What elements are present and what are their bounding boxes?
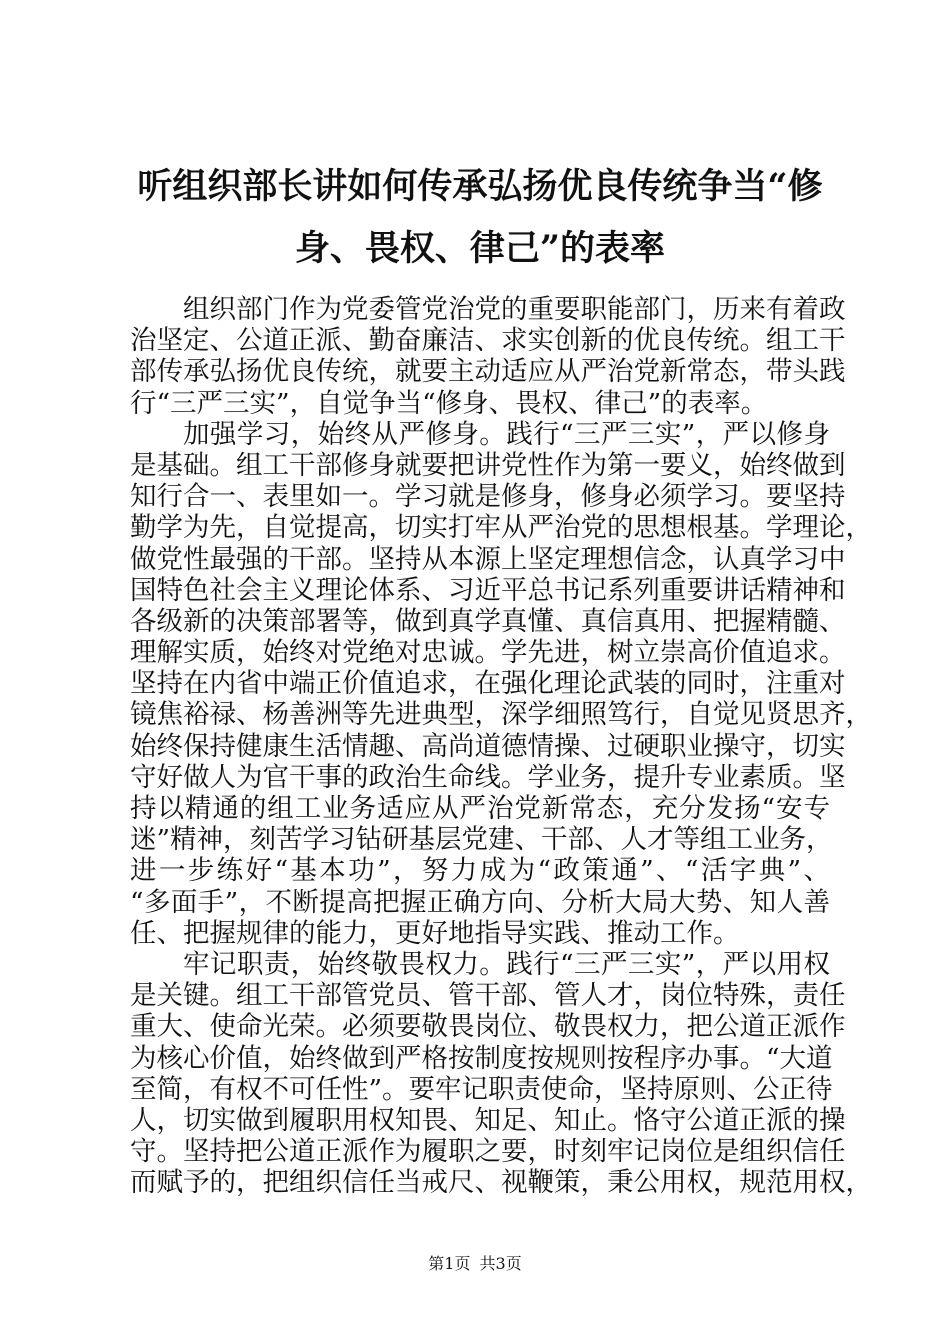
text-line: 始终保持健康生活情趣、高尚道德情操、过硬职业操守，切实 (130, 730, 846, 762)
text-line: 理解实质，始终对党绝对忠诚。学先进，树立崇高价值追求。 (130, 637, 846, 669)
text-line: 守好做人为官干事的政治生命线。学业务，提升专业素质。坚 (130, 761, 846, 793)
text-line: 为核心价值，始终做到严格按制度按规则按程序办事。“大道 (130, 1042, 833, 1074)
text-line: 至简，有权不可任性”。要牢记职责使命，坚持原则、公正待 (130, 1073, 833, 1105)
text-line: 镜焦裕禄、杨善洲等先进典型，深学细照笃行，自觉见贤思齐， (130, 699, 872, 731)
text-line: 而赋予的，把组织信任当戒尺、视鞭策，秉公用权，规范用权， (130, 1167, 872, 1199)
paragraph-1 (130, 294, 846, 419)
text-line: 是基础。组工干部修身就要把讲党性作为第一要义，始终做到 (130, 449, 846, 481)
text-line: 牢记职责，始终敬畏权力。践行“三严三实”，严以用权 (183, 948, 830, 980)
text-line: 人，切实做到履职用权知畏、知足、知止。恪守公道正派的操 (130, 1104, 846, 1136)
text-line: “多面手”，不断提高把握正确方向、分析大局大势、知人善 (130, 886, 830, 918)
title-line: 听组织部长讲如何传承弘扬优良传统争当“修 (137, 166, 823, 207)
text-line: 各级新的决策部署等，做到真学真懂、真信真用、把握精髓、 (130, 605, 846, 637)
text-line: 守。坚持把公道正派作为履职之要，时刻牢记岗位是组织信任 (130, 1136, 846, 1168)
text-line: 持以精通的组工业务适应从严治党新常态，充分发扬“安专 (130, 793, 830, 824)
text-line: 重大、使命光荣。必须要敬畏岗位、敬畏权力，把公道正派作 (130, 1011, 846, 1043)
page-number: 第1页 (428, 1254, 471, 1273)
text-line: 是关键。组工干部管党员、管干部、管人才，岗位特殊，责任 (130, 980, 846, 1012)
document-body (130, 294, 872, 1199)
document-title (130, 156, 830, 280)
text-line: 坚持在内省中端正价值追求，在强化理论武装的同时，注重对 (130, 668, 846, 700)
text-line: 任、把握规律的能力，更好地指导实践、推动工作。 (130, 917, 740, 949)
text-line: 勤学为先，自觉提高，切实打牢从严治党的思想根基。学理论， (130, 512, 872, 544)
title-line: 身、畏权、律己”的表率 (294, 228, 666, 269)
text-line: 治坚定、公道正派、勤奋廉洁、求实创新的优良传统。组工干 (130, 325, 846, 357)
text-line: 行“三严三实”，自觉争当“修身、畏权、律己”的表率。 (130, 387, 768, 419)
text-line: 进一步练好“基本功”，努力成为“政策通”、“活字典”、 (130, 855, 830, 887)
text-line: 知行合一、表里如一。学习就是修身，修身必须学习。要坚持 (130, 481, 846, 513)
paragraph-2 (130, 418, 872, 949)
page-footer (0, 1254, 950, 1274)
text-line: 国特色社会主义理论体系、习近平总书记系列重要讲话精神和 (130, 574, 846, 606)
text-line: 做党性最强的干部。坚持从本源上坚定理想信念，认真学习中 (130, 543, 846, 575)
text-line: 加强学习，始终从严修身。践行“三严三实”，严以修身 (183, 418, 830, 450)
page-total: 共3页 (479, 1254, 522, 1273)
text-line: 迷”精神，刻苦学习钻研基层党建、干部、人才等组工业务， (130, 824, 833, 856)
text-line: 组织部门作为党委管党治党的重要职能部门，历来有着政 (183, 294, 846, 325)
paragraph-3 (130, 948, 872, 1199)
text-line: 部传承弘扬优良传统，就要主动适应从严治党新常态，带头践 (130, 356, 846, 388)
